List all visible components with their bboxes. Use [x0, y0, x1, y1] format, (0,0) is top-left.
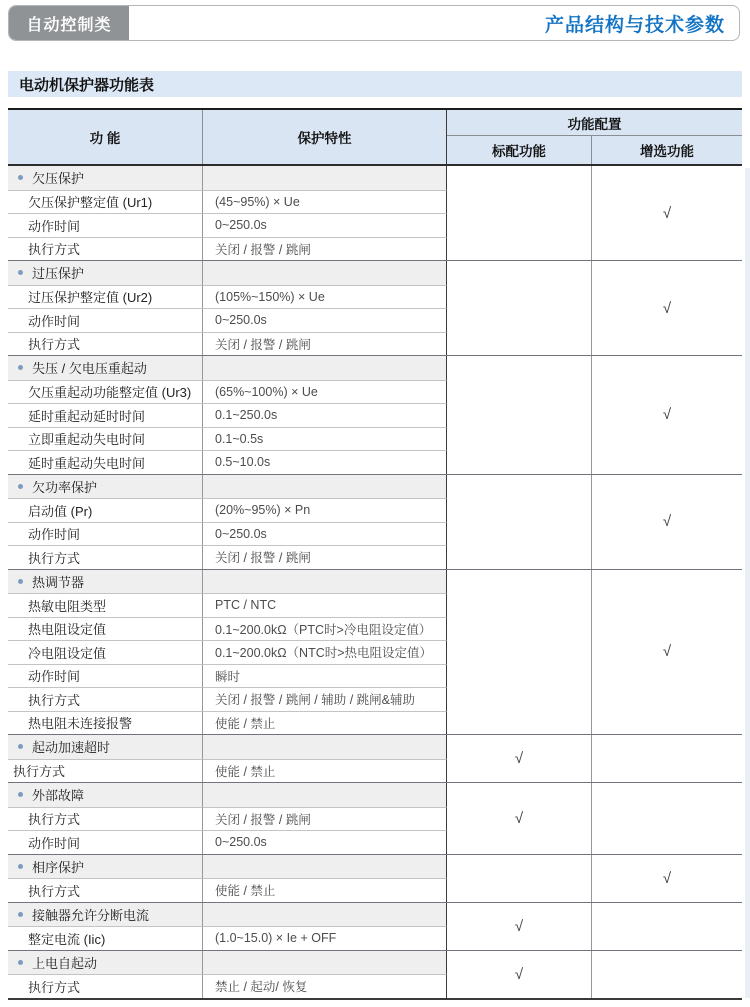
section-header-spacer [203, 735, 447, 759]
col-header-characteristic: 保护特性 [203, 110, 447, 164]
check-optional [592, 735, 742, 782]
row-value: 关闭 / 报警 / 跳闸 [203, 332, 447, 356]
row-value: 0~250.0s [203, 213, 447, 237]
section-header-label [8, 356, 203, 380]
category-badge-label: 自动控制类 [26, 16, 112, 34]
section-title: 电动机保护器功能表 [8, 71, 742, 97]
table-section [8, 783, 742, 855]
row-value: (65%~100%) × Ue [203, 380, 447, 404]
check-optional: √ [662, 406, 672, 424]
row-value: 关闭 / 报警 / 跳闸 / 辅助 / 跳闸&辅助 [203, 687, 447, 711]
row-label: 立即重起动失电时间 [8, 427, 203, 451]
row-value: 使能 / 禁止 [203, 759, 447, 783]
section-header-label [8, 475, 203, 499]
section-header-spacer [203, 261, 447, 285]
table-section [8, 735, 742, 783]
section-title-text: 起动加速超时 [32, 740, 111, 756]
row-label: 延时重起动失电时间 [8, 450, 203, 474]
row-label: 热敏电阻类型 [8, 593, 203, 617]
check-standard: √ [447, 783, 592, 854]
section-header-label [8, 735, 203, 759]
col-header-function: 功 能 [8, 110, 203, 164]
row-value: 0.1~0.5s [203, 427, 447, 451]
row-label: 执行方式 [8, 878, 203, 902]
row-value: (105%~150%) × Ue [203, 285, 447, 309]
row-label: 动作时间 [8, 830, 203, 854]
check-standard [447, 570, 592, 735]
row-label: 热电阻设定值 [8, 617, 203, 641]
section-header-label [8, 783, 203, 807]
section-title-text: 欠压保护 [32, 171, 85, 187]
row-value: 0~250.0s [203, 308, 447, 332]
row-label: 执行方式 [8, 237, 203, 261]
table-section [8, 356, 742, 475]
col-header-config-group: 功能配置 [447, 110, 742, 136]
check-standard: √ [447, 951, 592, 998]
table-body [8, 166, 742, 998]
table-section [8, 855, 742, 903]
section-header-spacer [203, 475, 447, 499]
row-label: 动作时间 [8, 213, 203, 237]
section-header-label [8, 570, 203, 594]
section-title-text: 热调节器 [32, 574, 85, 590]
section-title-text: 外部故障 [32, 788, 85, 804]
section-title-text: 欠功率保护 [32, 479, 98, 495]
row-label: 动作时间 [8, 664, 203, 688]
row-label: 执行方式 [8, 687, 203, 711]
row-value: 0.1~250.0s [203, 403, 447, 427]
section-title-text: 相序保护 [32, 859, 85, 875]
row-value: 0~250.0s [203, 522, 447, 546]
section-header-spacer [203, 903, 447, 927]
row-value: 瞬时 [203, 664, 447, 688]
check-optional [592, 903, 742, 950]
check-standard: √ [447, 903, 592, 950]
row-value: 关闭 / 报警 / 跳闸 [203, 807, 447, 831]
category-badge [9, 6, 129, 40]
row-label: 执行方式 [8, 759, 203, 783]
check-standard [447, 261, 592, 355]
col-header-optional: 增选功能 [640, 144, 694, 159]
table-section [8, 570, 742, 736]
row-label: 延时重起动延时时间 [8, 403, 203, 427]
row-value: 使能 / 禁止 [203, 878, 447, 902]
table-section [8, 261, 742, 356]
section-title-text: 接触器允许分断电流 [32, 907, 150, 923]
row-label: 欠压保护整定值 (Ur1) [8, 190, 203, 214]
table-section [8, 951, 742, 998]
section-header-spacer [203, 356, 447, 380]
bullet-icon [18, 960, 23, 965]
bullet-icon [18, 484, 23, 489]
check-optional: √ [662, 204, 672, 222]
row-value: 0.5~10.0s [203, 450, 447, 474]
row-value: (20%~95%) × Pn [203, 498, 447, 522]
section-header-spacer [203, 783, 447, 807]
section-header-label [8, 951, 203, 975]
section-header-label [8, 261, 203, 285]
row-label: 动作时间 [8, 522, 203, 546]
bullet-icon [18, 365, 23, 370]
check-optional: √ [662, 299, 672, 317]
row-label: 执行方式 [8, 974, 203, 998]
section-title-text: 上电自起动 [32, 955, 98, 971]
row-value: (1.0~15.0) × Ie + OFF [203, 926, 447, 950]
row-value: PTC / NTC [203, 593, 447, 617]
section-header-label [8, 903, 203, 927]
col-header-standard: 标配功能 [447, 136, 592, 164]
check-standard [447, 855, 592, 902]
motor-protector-function-table [8, 108, 742, 1000]
check-optional [592, 951, 742, 998]
page-header [8, 5, 740, 41]
row-label: 动作时间 [8, 308, 203, 332]
row-value: 0.1~200.0kΩ（PTC时>冷电阻设定值） [203, 617, 447, 641]
section-header-spacer [203, 951, 447, 975]
row-value: 0~250.0s [203, 830, 447, 854]
row-label: 过压保护整定值 (Ur2) [8, 285, 203, 309]
bullet-icon [18, 864, 23, 869]
section-header-label [8, 166, 203, 190]
row-value: 关闭 / 报警 / 跳闸 [203, 237, 447, 261]
section-title-text: 失压 / 欠电压重起动 [32, 361, 147, 377]
section-header-spacer [203, 570, 447, 594]
bullet-icon [18, 175, 23, 180]
check-standard [447, 166, 592, 260]
row-label: 热电阻未连接报警 [8, 711, 203, 735]
page-title: 产品结构与技术参数 [544, 14, 725, 36]
row-label: 执行方式 [8, 807, 203, 831]
section-title-text: 过压保护 [32, 266, 85, 282]
bullet-icon [18, 744, 23, 749]
section-header-spacer [203, 166, 447, 190]
page-edge-strip [745, 168, 750, 998]
bullet-icon [18, 270, 23, 275]
table-section [8, 166, 742, 261]
row-value: 禁止 / 起动/ 恢复 [203, 974, 447, 998]
table-section [8, 903, 742, 951]
check-optional: √ [662, 869, 672, 887]
row-value: 使能 / 禁止 [203, 711, 447, 735]
row-label: 整定电流 (Iic) [8, 926, 203, 950]
check-standard [447, 356, 592, 474]
row-label: 执行方式 [8, 545, 203, 569]
row-label: 欠压重起动功能整定值 (Ur3) [8, 380, 203, 404]
row-label: 执行方式 [8, 332, 203, 356]
row-value: 0.1~200.0kΩ（NTC时>热电阻设定值） [203, 640, 447, 664]
check-standard [447, 475, 592, 569]
row-value: (45~95%) × Ue [203, 190, 447, 214]
bullet-icon [18, 792, 23, 797]
bullet-icon [18, 912, 23, 917]
check-standard: √ [447, 735, 592, 782]
table-header [8, 110, 742, 166]
table-section [8, 475, 742, 570]
check-optional: √ [662, 643, 672, 661]
row-label: 启动值 (Pr) [8, 498, 203, 522]
section-header-label [8, 855, 203, 879]
row-label: 冷电阻设定值 [8, 640, 203, 664]
row-value: 关闭 / 报警 / 跳闸 [203, 545, 447, 569]
check-optional: √ [662, 513, 672, 530]
check-optional [592, 783, 742, 854]
section-header-spacer [203, 855, 447, 879]
bullet-icon [18, 579, 23, 584]
